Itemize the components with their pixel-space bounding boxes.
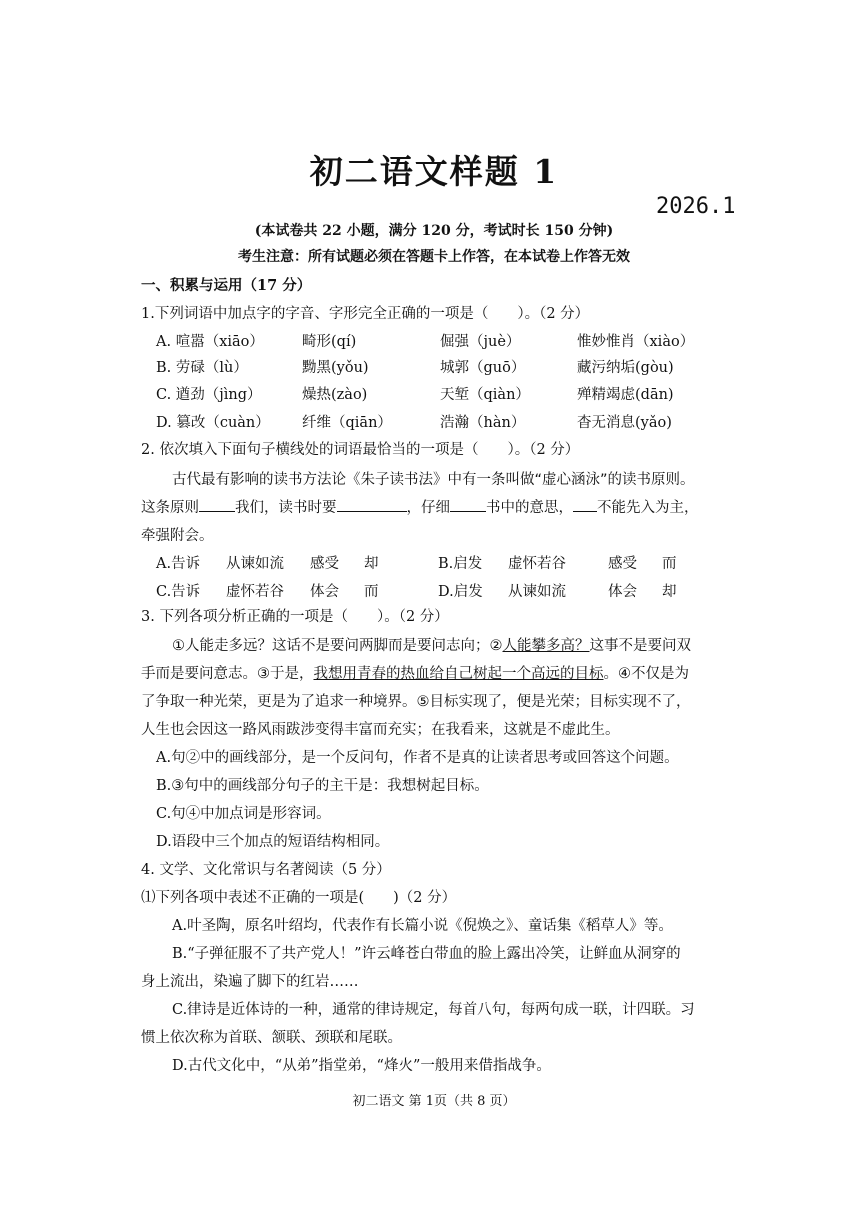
blank-3 <box>450 499 486 512</box>
blank-1 <box>199 499 235 512</box>
blank-4 <box>573 499 597 512</box>
q1-option-a-word3: 倔强（juè） <box>440 334 521 350</box>
q2-option-c-1: C.告诉 <box>156 584 201 600</box>
q1-option-d-word2: 纤维（qiān） <box>302 415 392 431</box>
question-4-stem: 4. 文学、文化常识与名著阅读（5 分） <box>141 862 391 878</box>
exam-date: 2026.1 <box>656 194 736 219</box>
q1-option-c-word3: 天堑（qiàn） <box>440 387 530 403</box>
q2-option-d-4: 却 <box>662 584 677 600</box>
q1-option-d-word1: D. 篡改（cuàn） <box>156 415 270 431</box>
q2-option-b-3: 感受 <box>608 556 637 572</box>
underlined-phrase-3: 我想用青春的热血给自己树起一个高远的目标 <box>313 666 604 682</box>
q4-option-d: D.古代文化中，“从弟”指堂弟，“烽火”一般用来借指战争。 <box>172 1058 551 1074</box>
q2-passage-line-2: 这条原则 我们，读书时要 ，仔细 书中的意思， 不能先入为主， <box>141 500 699 516</box>
page-title: 初二语文样题 1 <box>309 152 559 191</box>
q2-option-a-2: 从谏如流 <box>226 556 284 572</box>
q3-passage-line-2: 手而是要问意志。③于是，我想用青春的热血给自己树起一个高远的目标。④不仅是为 <box>141 666 689 682</box>
q1-option-b-word3: 城郭（guō） <box>440 360 526 376</box>
q2-option-a-1: A.告诉 <box>156 556 201 572</box>
q2-passage-line-3: 牵强附会。 <box>141 528 214 544</box>
q1-option-c-word4: 殚精竭虑(dān) <box>577 387 674 403</box>
q3-passage-line-3: 了争取一种光荣，更是为了追求一种境界。⑤目标实现了，便是光荣；目标实现不了， <box>141 694 691 710</box>
q2-option-d-3: 体会 <box>608 584 637 600</box>
q2-option-c-3: 体会 <box>310 584 339 600</box>
q3-passage-line-4: 人生也会因这一路风雨跋涉变得丰富而充实；在我看来，这就是不虚此生。 <box>141 722 620 738</box>
q4-option-c-line-1: C.律诗是近体诗的一种，通常的律诗规定，每首八句，每两句成一联，计四联。习 <box>172 1002 695 1018</box>
question-3-stem: 3. 下列各项分析正确的一项是（ ）。（2 分） <box>141 609 449 625</box>
q1-option-c-word2: 燥热(zào) <box>302 387 368 403</box>
q2-option-b-1: B.启发 <box>438 556 483 572</box>
page-footer: 初二语文 第 1页（共 8 页） <box>352 1094 516 1109</box>
q2-option-d-1: D.启发 <box>438 584 483 600</box>
q3-option-c: C.句④中加点词是形容词。 <box>156 806 331 822</box>
q1-option-a-word4: 惟妙惟肖（xiào） <box>577 334 695 350</box>
q3-option-d: D.语段中三个加点的短语结构相同。 <box>156 834 390 850</box>
underlined-phrase-2: 人能攀多高？ <box>502 638 590 654</box>
q1-option-c-word1: C. 遒劲（jìng） <box>156 387 262 403</box>
q1-option-d-word3: 浩瀚（hàn） <box>440 415 526 431</box>
q1-option-a-word1: A. 喧嚣（xiāo） <box>156 334 264 350</box>
q2-option-c-2: 虚怀若谷 <box>226 584 284 600</box>
q2-passage-line-1: 古代最有影响的读书方法论《朱子读书法》中有一条叫做“虚心涵泳”的读书原则。 <box>172 472 695 488</box>
q2-option-a-4: 却 <box>364 556 379 572</box>
q3-option-a: A.句②中的画线部分，是一个反问句，作者不是真的让读者思考或回答这个问题。 <box>156 750 679 766</box>
q2-option-b-2: 虚怀若谷 <box>508 556 566 572</box>
q1-option-b-word2: 黝黑(yǒu) <box>302 360 369 376</box>
q2-option-a-3: 感受 <box>310 556 339 572</box>
q2-option-d-2: 从谏如流 <box>508 584 566 600</box>
q4-sub-question-1: ⑴下列各项中表述不正确的一项是( )（2 分） <box>141 890 457 906</box>
section-title: 一、积累与运用（17 分） <box>141 277 312 294</box>
exam-info: (本试卷共 22 小题，满分 120 分，考试时长 150 分钟) <box>254 223 614 239</box>
q1-option-b-word4: 藏污纳垢(gòu) <box>577 360 674 376</box>
question-1-stem: 1.下列词语中加点字的字音、字形完全正确的一项是（ ）。（2 分） <box>141 306 590 322</box>
q2-option-b-4: 而 <box>662 556 677 572</box>
q4-option-b-line-1: B.“子弹征服不了共产党人！”许云峰苍白带血的脸上露出冷笑，让鲜血从洞穿的 <box>172 946 681 962</box>
q4-option-c-line-2: 惯上依次称为首联、颔联、颈联和尾联。 <box>141 1030 402 1046</box>
q4-option-a: A.叶圣陶，原名叶绍均，代表作有长篇小说《倪焕之》、童话集《稻草人》等。 <box>172 918 673 934</box>
exam-notice: 考生注意：所有试题必须在答题卡上作答，在本试卷上作答无效 <box>238 249 630 265</box>
q3-passage-line-1: ①人能走多远？这话不是要问两脚而是要问志向；②人能攀多高？这事不是要问双 <box>172 638 691 654</box>
blank-2 <box>337 499 407 512</box>
q3-option-b: B.③句中的画线部分句子的主干是：我想树起目标。 <box>156 778 489 794</box>
q1-option-a-word2: 畸形(qí) <box>302 334 357 350</box>
q2-option-c-4: 而 <box>364 584 379 600</box>
q1-option-b-word1: B. 劳碌（lù） <box>156 360 248 376</box>
q1-option-d-word4: 杳无消息(yǎo) <box>577 415 672 431</box>
question-2-stem: 2. 依次填入下面句子横线处的词语最恰当的一项是（ ）。（2 分） <box>141 442 580 458</box>
q4-option-b-line-2: 身上流出，染遍了脚下的红岩…… <box>141 974 359 990</box>
